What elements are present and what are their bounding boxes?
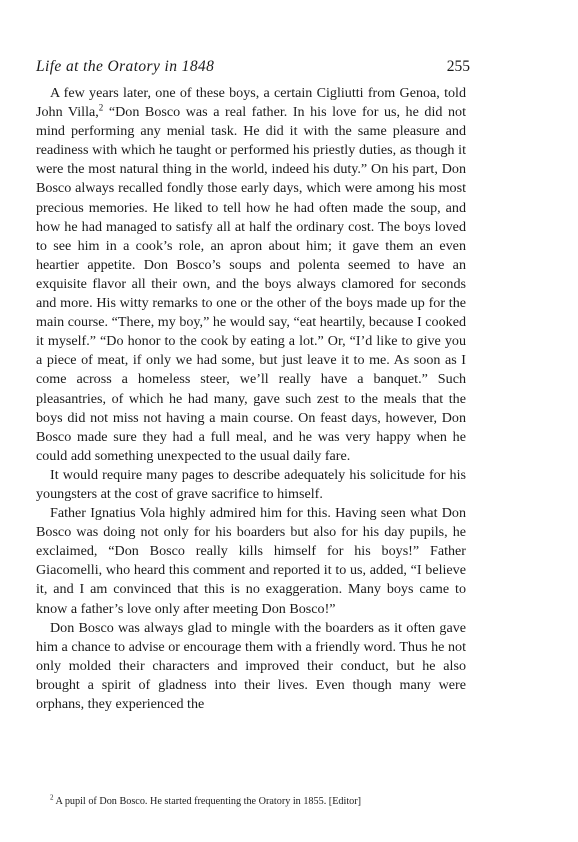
paragraph-2: It would require many pages to describe adequately his solicitude for his youngsters at the cost of grave sacrifice to himself.	[36, 466, 466, 502]
page-header	[36, 58, 470, 78]
paragraph-3: Father Ignatius Vola highly admired him for this. Having seen what Don Bosco was doing not only for his boarders but also for his day pupils, he exclaimed, “Don Bosco really kills himself for his boys!” Father Giacomelli, who heard this comment and reported it to us, added, “I believe it, and I am convinced that this is no exaggeration. Many boys came to know a father’s love only after meeting Don Bosco!”	[36, 505, 466, 617]
body-text	[36, 84, 466, 714]
running-title: Life at the Oratory in 1848	[36, 58, 215, 75]
footnote-reference: 2	[98, 102, 104, 113]
page-number: 255	[446, 58, 470, 75]
paragraph-4: Don Bosco was always glad to mingle with the boarders as it often gave him a chance to advise or encourage them with a friendly word. Thus he not only molded their characters and improved their conduct, but he also brought a spirit of gladness into their lives. Even though many were orphans, they experienced the	[36, 619, 466, 712]
footnote-marker: 2	[50, 793, 54, 802]
footnote-text: A pupil of Don Bosco. He started frequenting the Oratory in 1855. [Editor]	[55, 796, 362, 807]
footnote	[36, 795, 466, 808]
paragraph-1-rest: “Don Bosco was a real father. In his love for us, he did not mind performing any menial task. He did it with the same pleasure and readiness with which he taught or performed his priestly duties, as though it were the most natural thing in the world, indeed his duty.” On his part, Don Bosco always recalled fondly those early days, which were among his most precious memories. He liked to tell how he had often made the soup, and how he had managed to satisfy all at half the ordinary cost. The boys loved to see him in a cook’s role, an apron about him; it gave them an even heartier appetite. Don Bosco’s soups and polenta seemed to have an exquisite flavor all their own, and the boys always clamored for seconds and more. His witty remarks to one or the other of the boys made up for the main course. “There, my boy,” he would say, “eat heartily, because I cooked it myself.” “Do honor to the cook by eating a lot.” Or, “I’d like to give you a piece of meat, if only we had some, but just leave it to me. As soon as I come across a homeless steer, we’ll really have a banquet.” Such pleasantries, of which he had many, gave such zest to the meals that the boys did not miss not having a main course. On feast days, however, Don Bosco made sure they had a full meal, and he was very happy when he could add something unexpected to the usual daily fare.	[36, 104, 466, 464]
paragraph-1-lead: A few years later, one of these boys, a certain Cigliutti from Genoa, told John Villa,	[36, 85, 466, 121]
paragraph-1	[36, 84, 466, 466]
